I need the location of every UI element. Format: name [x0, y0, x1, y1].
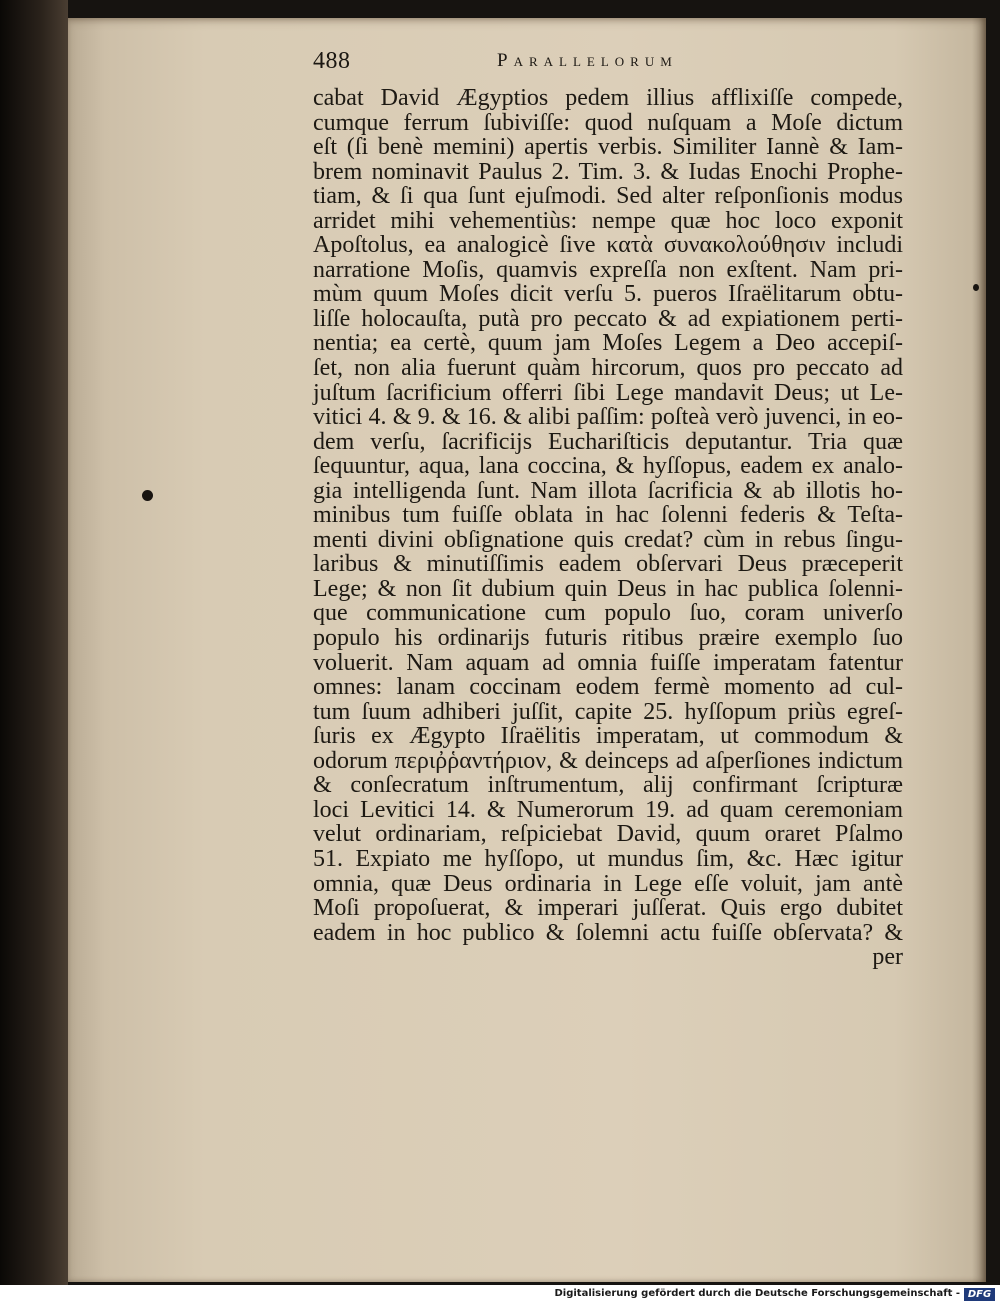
- text-line: Moſi propoſuerat, & imperari juſſerat. Quis ergo dubitet: [313, 895, 903, 922]
- dfg-logo: DFG: [964, 1288, 995, 1301]
- catchword: per: [872, 944, 903, 971]
- text-line: narratione Moſis, quamvis expreſſa non exſtent. Nam pri-: [313, 256, 903, 283]
- text-line: menti divini obſignatione quis credat? cùm in rebus ſingu-: [313, 526, 903, 553]
- text-line: eſt (ſi benè memini) apertis verbis. Similiter Iannè & Iam-: [313, 134, 903, 161]
- text-line: odorum περιῤῥαντήριον, & deinceps ad aſperſiones indictum: [313, 747, 903, 774]
- text-line: omnes: lanam coccinam eodem fermè momento ad cul-: [313, 674, 903, 701]
- body-text: [313, 86, 903, 970]
- text-line: cabat David Ægyptios pedem illius afflixiſſe compede,: [313, 85, 903, 111]
- text-line: nentia; ea certè, quum jam Moſes Legem a Deo accepiſ-: [313, 330, 903, 357]
- text-line: cumque ferrum ſubiviſſe: quod nuſquam a Moſe dictum: [313, 109, 903, 136]
- running-head: Parallelorum: [497, 50, 678, 71]
- book-edge-shadow: [0, 0, 68, 1285]
- text-line: 51. Expiato me hyſſopo, ut mundus ſim, &c. Hæc igitur: [313, 845, 903, 872]
- page-gutter-shadow: [972, 18, 986, 1282]
- text-line: tum ſuum adhiberi juſſit, capite 25. hyſſopum priùs egreſ-: [313, 698, 903, 725]
- text-line: eadem in hoc publico & ſolemni actu fuiſſe obſervata? &: [313, 919, 903, 946]
- text-line: juſtum ſacrificium offerri ſibi Lege mandavit Deus; ut Le-: [313, 379, 903, 406]
- text-line: mùm quum Moſes dicit verſu 5. pueros Iſraëlitarum obtu-: [313, 281, 903, 308]
- text-line: brem nominavit Paulus 2. Tim. 3. & Iudas Enochi Prophe-: [313, 158, 903, 185]
- page-header: [313, 48, 773, 78]
- footer-bar: [0, 1285, 1000, 1305]
- text-line: dem verſu, ſacrificijs Euchariſticis deputantur. Tria quæ: [313, 428, 903, 455]
- text-line: omnia, quæ Deus ordinaria in Lege eſſe voluit, jam antè: [313, 870, 903, 897]
- text-line: loci Levitici 14. & Numerorum 19. ad quam ceremoniam: [313, 796, 903, 823]
- text-line: populo his ordinarijs futuris ritibus præire exemplo ſuo: [313, 625, 903, 652]
- text-line: tiam, & ſi qua ſunt ejuſmodi. Sed alter reſponſionis modus: [313, 183, 903, 210]
- text-line: Lege; & non ſit dubium quin Deus in hac publica ſolenni-: [313, 575, 903, 602]
- text-line: laribus & minutiſſimis eadem obſervari Deus præceperit: [313, 551, 903, 578]
- page-number: 488: [313, 48, 351, 74]
- text-line: voluerit. Nam aquam ad omnia fuiſſe imperatam fatentur: [313, 649, 903, 676]
- text-line: vitici 4. & 9. & 16. & alibi paſſim: poſteà verò juvenci, in eo-: [313, 404, 903, 431]
- text-line: gia intelligenda ſunt. Nam illota ſacrificia & ab illotis ho-: [313, 477, 903, 504]
- text-line: liſſe holocauſta, putà pro peccato & ad expiationem perti-: [313, 305, 903, 332]
- text-line: Apoſtolus, ea analogicè ſive κατὰ συνακολούθησιν includi: [313, 232, 903, 259]
- text-line: ſequuntur, aqua, lana coccina, & hyſſopus, eadem ex analo-: [313, 453, 903, 480]
- text-line: ſuris ex Ægypto Iſraëlitis imperatam, ut commodum &: [313, 723, 903, 750]
- text-line: ſet, non alia fuerunt quàm hircorum, quos pro peccato ad: [313, 355, 903, 382]
- funding-credit: Digitalisierung gefördert durch die Deutsche Forschungsgemeinschaft -: [554, 1288, 960, 1299]
- text-line: minibus tum fuiſſe oblata in hac ſolenni federis & Teſta-: [313, 502, 903, 529]
- text-line: arridet mihi vehementiùs: nempe quæ hoc loco exponit: [313, 207, 903, 234]
- ink-spot: [142, 490, 153, 501]
- text-line: velut ordinariam, reſpiciebat David, quum oraret Pſalmo: [313, 821, 903, 848]
- ink-spot: [973, 284, 979, 291]
- text-line: & conſecratum inſtrumentum, alij confirmant ſcripturæ: [313, 772, 903, 799]
- text-line: que communicatione cum populo ſuo, coram univerſo: [313, 600, 903, 627]
